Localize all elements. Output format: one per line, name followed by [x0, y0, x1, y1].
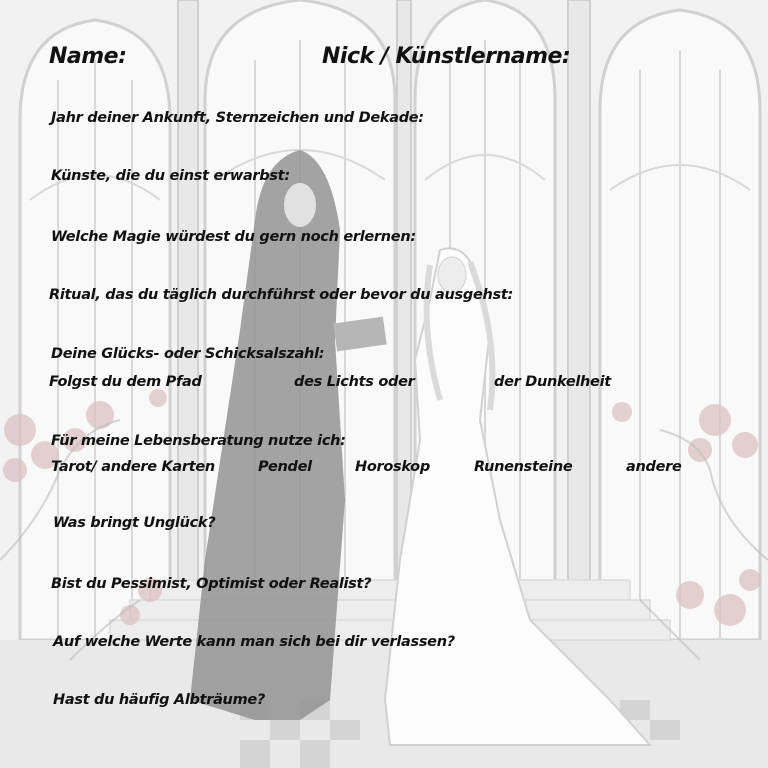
question-outlook: Bist du Pessimist, Optimist oder Realist? — [51, 576, 372, 592]
path-dark-option: der Dunkelheit — [494, 374, 611, 390]
path-light-option: des Lichts oder — [294, 374, 415, 390]
question-skills: Künste, die du einst erwarbst: — [51, 168, 290, 184]
question-bad-luck: Was bringt Unglück? — [53, 515, 216, 531]
question-advice: Für meine Lebensberatung nutze ich: — [51, 433, 346, 449]
question-nightmares: Hast du häufig Albträume? — [53, 692, 266, 708]
question-number: Deine Glücks- oder Schicksalszahl: — [51, 346, 325, 362]
question-values: Auf welche Werte kann man sich bei dir verlassen? — [53, 634, 455, 650]
name-label: Name: — [49, 44, 127, 69]
question-ritual: Ritual, das du täglich durchführst oder bevor du ausgehst: — [49, 287, 513, 303]
path-prefix: Folgst du dem Pfad — [49, 374, 202, 390]
advice-option-horoskop: Horoskop — [355, 459, 430, 475]
advice-option-pendel: Pendel — [258, 459, 312, 475]
advice-option-andere: andere — [626, 459, 682, 475]
nick-label: Nick / Künstlername: — [322, 44, 571, 69]
question-arrival: Jahr deiner Ankunft, Sternzeichen und Dekade: — [51, 110, 424, 126]
question-magic: Welche Magie würdest du gern noch erlernen: — [51, 229, 416, 245]
advice-option-runensteine: Runensteine — [474, 459, 573, 475]
advice-option-tarot: Tarot/ andere Karten — [51, 459, 215, 475]
